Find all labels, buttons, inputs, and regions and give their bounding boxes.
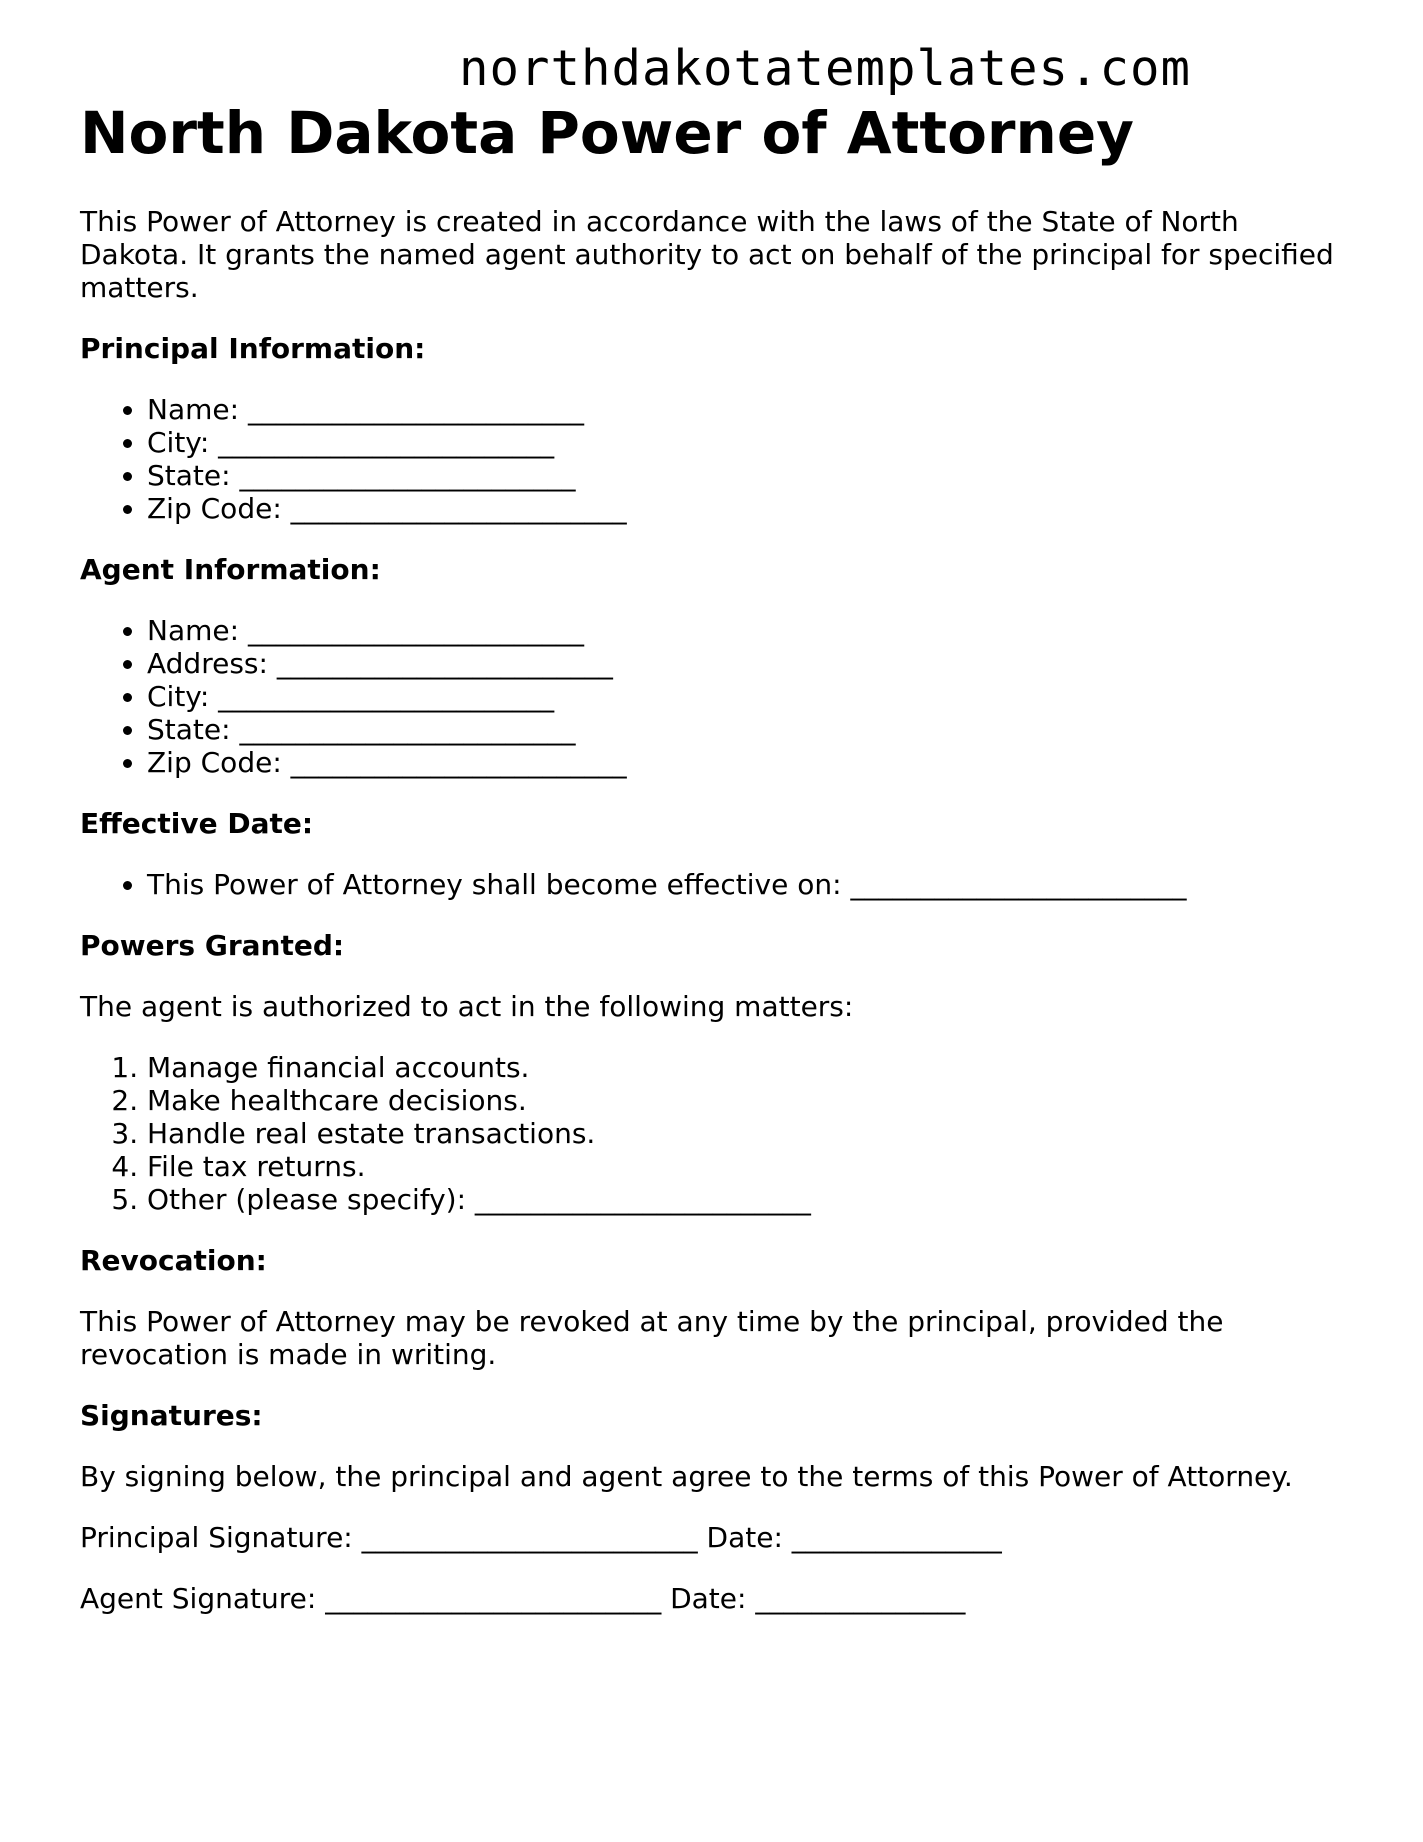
powers-list <box>80 1051 1340 1216</box>
power-item: 2. Make healthcare decisions. <box>147 1084 1340 1117</box>
agent-signature-line: Agent Signature: ________________________ Date: _______________ <box>80 1581 966 1615</box>
effective-date-heading: Effective Date: <box>80 806 314 840</box>
agent-state-field: • State: ________________________ <box>147 713 1340 746</box>
signatures-text: By signing below, the principal and agent agree to the terms of this Power of Attorney. <box>80 1459 1293 1493</box>
document-page <box>80 100 1340 1615</box>
principal-heading: Principal Information: <box>80 331 426 365</box>
principal-signature-line: Principal Signature: ________________________ Date: _______________ <box>80 1520 1002 1554</box>
power-item: 3. Handle real estate transactions. <box>147 1117 1340 1150</box>
principal-name-field: • Name: ________________________ <box>147 393 1340 426</box>
power-item: 4. File tax returns. <box>147 1150 1340 1183</box>
power-item-other: 5. Other (please specify): ________________________ <box>147 1183 1340 1216</box>
agent-address-field: • Address: ________________________ <box>147 647 1340 680</box>
powers-heading: Powers Granted: <box>80 928 345 962</box>
agent-fields-list <box>80 614 1340 779</box>
effective-date-field: • This Power of Attorney shall become effective on: ________________________ <box>147 868 1340 901</box>
agent-heading: Agent Information: <box>80 552 381 586</box>
intro-paragraph: This Power of Attorney is created in accordance with the laws of the State of North Dakota. It grants the named agent authority to act on behalf of the principal for specified matters. <box>80 204 1334 304</box>
power-item: 1. Manage financial accounts. <box>147 1051 1340 1084</box>
effective-date-list <box>80 868 1340 901</box>
agent-zip-field: • Zip Code: ________________________ <box>147 746 1340 779</box>
agent-name-field: • Name: ________________________ <box>147 614 1340 647</box>
revocation-text: This Power of Attorney may be revoked at any time by the principal, provided the revocation is made in writing. <box>80 1304 1224 1371</box>
agent-city-field: • City: ________________________ <box>147 680 1340 713</box>
site-watermark: northdakotatemplates.com <box>458 40 1191 97</box>
principal-fields-list <box>80 393 1340 525</box>
document-title: North Dakota Power of Attorney <box>80 99 1134 167</box>
signatures-heading: Signatures: <box>80 1398 263 1432</box>
principal-city-field: • City: ________________________ <box>147 426 1340 459</box>
principal-zip-field: • Zip Code: ________________________ <box>147 492 1340 525</box>
powers-intro: The agent is authorized to act in the following matters: <box>80 989 854 1023</box>
revocation-heading: Revocation: <box>80 1243 267 1277</box>
principal-state-field: • State: ________________________ <box>147 459 1340 492</box>
